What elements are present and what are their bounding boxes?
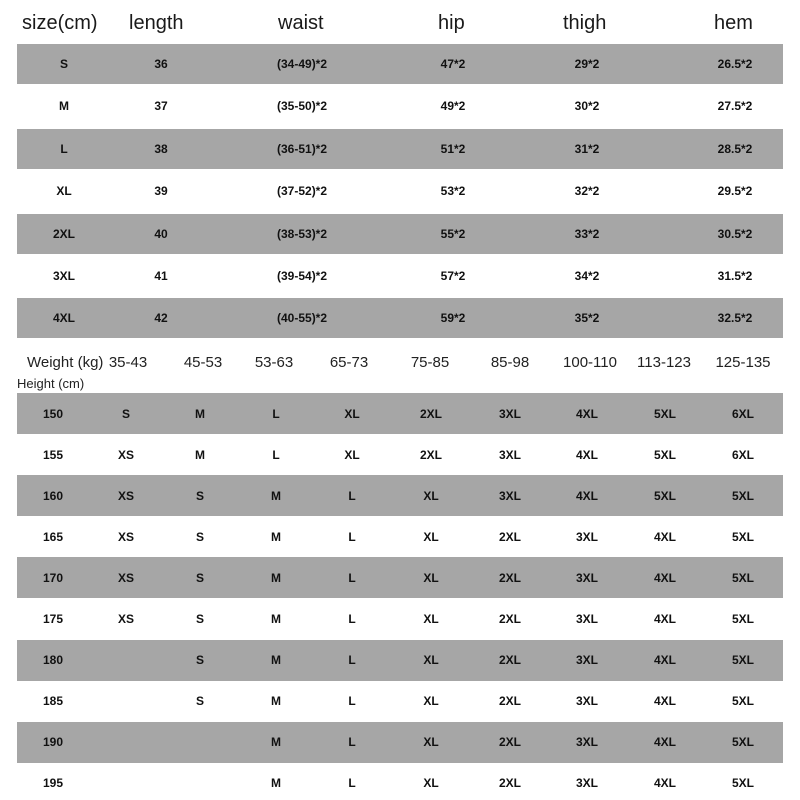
fit-size-cell: 3XL [498,447,522,462]
weight-label: Weight (kg) [27,354,104,371]
fit-size-cell: XL [423,694,439,709]
fit-size-cell: 6XL [731,406,755,421]
fit-size-cell: 4XL [653,694,677,709]
size-table-cell: 49*2 [440,99,466,114]
header-hip: hip [438,12,465,34]
fit-size-cell: 5XL [731,735,755,750]
size-table-cell: 32.5*2 [717,311,753,326]
fit-size-cell: 3XL [575,570,599,585]
size-table-cell: 57*2 [440,269,466,283]
fit-size-cell: 4XL [575,447,599,462]
fit-size-cell: 4XL [575,488,599,503]
weight-range-label: 125-135 [715,354,771,371]
fit-size-cell: S [195,488,205,503]
fit-size-cell: S [195,529,205,544]
size-table-cell: (36-51)*2 [277,141,328,156]
height-label: Height (cm) [17,376,85,391]
fit-size-cell: XS [117,488,135,503]
size-table-cell: 35*2 [574,311,600,326]
fit-size-cell: XS [117,529,135,544]
size-row-band [17,298,783,338]
fit-size-cell: 3XL [575,612,599,626]
size-table-cell: 31.5*2 [717,269,753,283]
fit-size-cell: 2XL [498,570,522,585]
size-table-cell: (35-50)*2 [277,99,328,114]
fit-size-cell: M [271,653,281,668]
fit-size-cell: XL [423,776,439,791]
fit-size-cell: 3XL [575,694,599,709]
size-table-cell: 47*2 [440,57,466,71]
size-table-cell: L [60,141,68,156]
height-cell: 185 [42,694,64,709]
fit-size-cell: M [271,570,281,585]
size-table-cell: 40 [154,226,168,241]
fit-size-cell: 2XL [498,694,522,709]
size-table-cell: 4XL [52,311,76,326]
fit-size-cell: 4XL [653,653,677,668]
fit-size-cell: 5XL [731,488,755,503]
fit-size-cell: 4XL [653,612,677,626]
fit-size-cell: S [195,612,205,626]
fit-size-cell: 4XL [575,406,599,421]
height-cell: 195 [42,776,64,791]
fit-size-cell: M [271,694,281,709]
size-table-cell: 28.5*2 [717,141,753,156]
fit-size-cell: 4XL [653,570,677,585]
size-table-cell: 2XL [52,226,76,241]
size-table-cell: 34*2 [574,269,600,283]
size-table-cell: 30.5*2 [717,226,753,241]
fit-size-cell: 5XL [653,488,677,503]
fit-size-cell: S [195,570,205,585]
height-cell: 155 [42,447,64,462]
fit-size-cell: 4XL [653,529,677,544]
size-table-cell: S [59,57,69,71]
size-table-cell: 55*2 [440,226,466,241]
fit-size-cell: 3XL [575,653,599,668]
weight-range-label: 35-43 [108,354,148,371]
height-cell: 180 [42,653,64,668]
fit-size-cell: L [348,735,356,750]
size-table-cell: 39 [154,184,168,199]
height-cell: 175 [42,612,64,626]
fit-size-cell: XL [344,447,360,462]
fit-size-cell: 2XL [498,776,522,791]
size-table-cell: 37 [154,99,168,114]
height-cell: 170 [42,570,64,585]
fit-size-cell: 3XL [575,529,599,544]
fit-size-cell: L [348,653,356,668]
fit-size-cell: 2XL [498,653,522,668]
fit-size-cell: 4XL [653,776,677,791]
size-table-cell: (39-54)*2 [277,269,328,283]
height-cell: 150 [42,406,64,421]
fit-size-cell: L [348,776,356,791]
size-table-cell: (40-55)*2 [277,311,328,326]
size-table-cell: 42 [154,311,168,326]
fit-size-cell: M [271,529,281,544]
fit-size-cell: XL [423,570,439,585]
fit-size-cell: 3XL [498,406,522,421]
size-table-cell: 41 [154,269,168,283]
fit-size-cell: XS [117,447,135,462]
height-cell: 190 [42,735,64,750]
fit-size-cell: 5XL [653,447,677,462]
weight-range-label: 75-85 [410,354,450,371]
size-row-band [17,214,783,254]
fit-size-cell: M [271,612,281,626]
fit-size-cell: 2XL [419,447,443,462]
fit-size-cell: L [272,406,280,421]
fit-size-cell: 2XL [498,735,522,750]
fit-size-cell: 3XL [498,488,522,503]
fit-size-cell: M [271,735,281,750]
fit-size-cell: 5XL [731,694,755,709]
fit-size-cell: M [195,447,205,462]
fit-size-cell: XL [423,735,439,750]
fit-size-cell: 5XL [731,529,755,544]
fit-size-cell: 5XL [653,406,677,421]
weight-range-label: 53-63 [254,354,294,371]
size-table-cell: 53*2 [440,184,466,199]
fit-size-cell: S [195,694,205,709]
header-thigh: thigh [563,12,607,34]
fit-size-cell: XL [423,488,439,503]
size-table-cell: 38 [154,141,168,156]
size-row-band [17,129,783,169]
weight-range-label: 113-123 [637,354,691,371]
fit-size-cell: L [348,570,356,585]
size-table-cell: (34-49)*2 [277,57,328,71]
size-table-cell: 59*2 [440,311,466,326]
fit-size-cell: XL [423,653,439,668]
fit-size-cell: XL [344,406,360,421]
size-table-cell: (37-52)*2 [277,184,328,199]
fit-size-cell: S [121,406,131,421]
fit-size-cell: 5XL [731,612,755,626]
size-row-band [17,44,783,84]
header-hem: hem [714,12,753,34]
header-size: size(cm) [22,12,98,34]
height-cell: 165 [42,529,64,544]
weight-range-label: 85-98 [490,354,530,371]
height-cell: 160 [42,488,64,503]
size-table-cell: 30*2 [574,99,600,114]
size-table-cell: 27.5*2 [717,99,753,114]
size-table-cell: 29*2 [574,57,600,71]
fit-size-cell: 2XL [498,612,522,626]
fit-size-cell: 6XL [731,447,755,462]
size-table-cell: 3XL [52,269,76,283]
size-table-cell: 32*2 [574,184,600,199]
size-table-cell: 26.5*2 [717,57,753,71]
size-table-cell: 36 [154,57,168,71]
fit-size-cell: 2XL [419,406,443,421]
fit-size-cell: XL [423,529,439,544]
fit-size-cell: M [271,488,281,503]
fit-size-cell: L [348,529,356,544]
weight-range-label: 45-53 [183,354,223,371]
fit-size-cell: L [272,447,280,462]
weight-range-label: 100-110 [563,354,617,371]
fit-size-cell: 5XL [731,570,755,585]
fit-size-cell: L [348,694,356,709]
size-table-cell: 51*2 [440,141,466,156]
fit-size-cell: 3XL [575,776,599,791]
size-table-cell: M [59,99,69,114]
size-table-cell: (38-53)*2 [277,226,328,241]
header-waist: waist [278,12,324,34]
fit-size-cell: 5XL [731,776,755,791]
fit-size-cell: M [195,406,205,421]
size-table-cell: 29.5*2 [717,184,753,199]
header-length: length [129,12,184,34]
fit-size-cell: XS [117,570,135,585]
fit-size-cell: M [271,776,281,791]
fit-size-cell: L [348,612,356,626]
fit-size-cell: L [348,488,356,503]
fit-size-cell: S [195,653,205,668]
size-table-cell: 33*2 [574,226,600,241]
weight-range-label: 65-73 [329,354,369,371]
fit-size-cell: 2XL [498,529,522,544]
fit-size-cell: 4XL [653,735,677,750]
fit-size-cell: XL [423,612,439,626]
fit-size-cell: 3XL [575,735,599,750]
size-table-cell: XL [56,184,72,199]
size-table-cell: 31*2 [574,141,600,156]
fit-size-cell: 5XL [731,653,755,668]
fit-size-cell: XS [117,612,135,626]
